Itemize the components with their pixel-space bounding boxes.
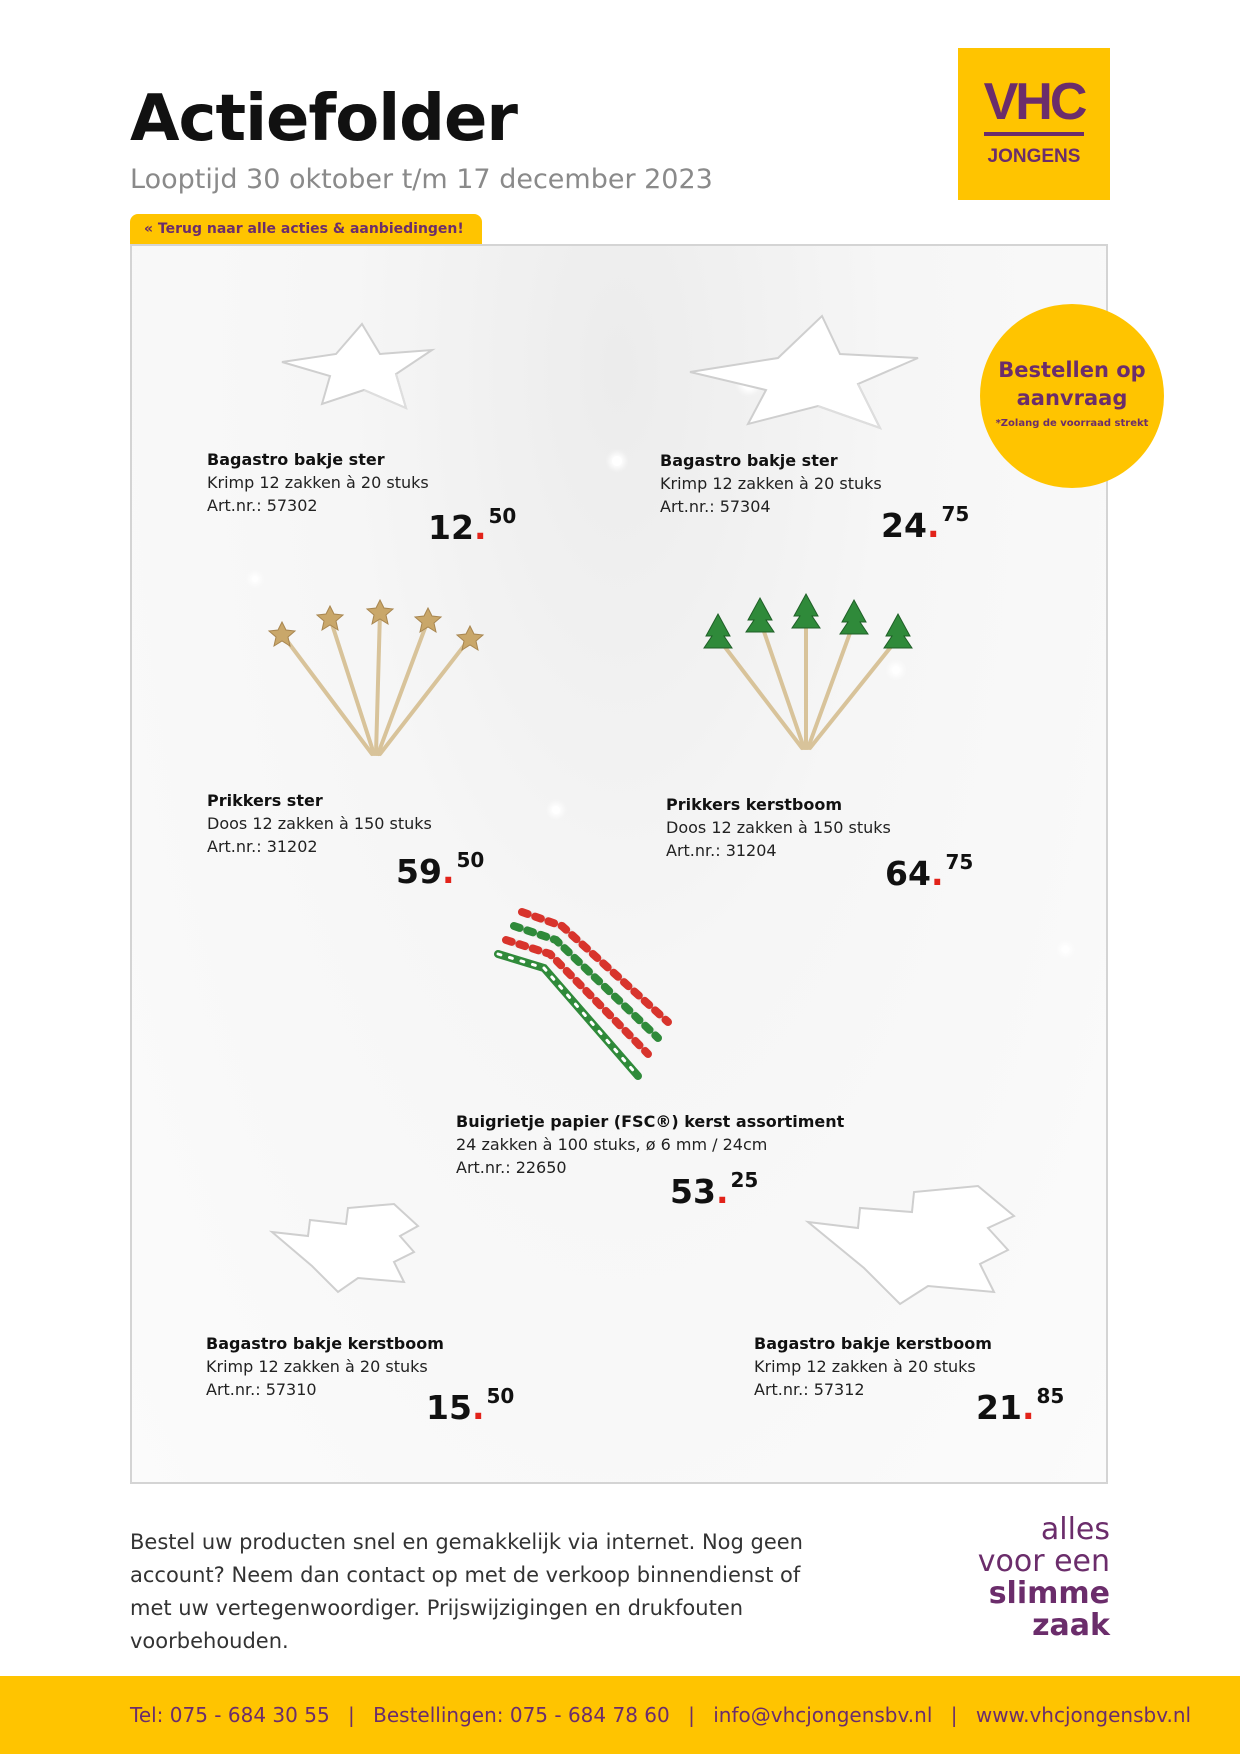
sparkle-decoration	[552, 806, 560, 814]
product-pack: Krimp 12 zakken à 20 stuks	[754, 1357, 976, 1376]
star-bowl-image	[682, 306, 932, 436]
star-bowl-image	[272, 316, 442, 416]
product-price	[885, 850, 974, 893]
price-cents: 50	[456, 848, 485, 872]
product-pack: Krimp 12 zakken à 20 stuks	[206, 1357, 428, 1376]
back-to-offers-link[interactable]: « Terug naar alle acties & aanbiedingen!	[130, 214, 482, 244]
page-subtitle: Looptijd 30 oktober t/m 17 december 2023	[130, 164, 713, 195]
price-integer: 24	[881, 506, 927, 545]
product-art-nr: Art.nr.: 57310	[206, 1380, 317, 1399]
separator: |	[348, 1703, 355, 1727]
website-link[interactable]: www.vhcjongensbv.nl	[975, 1703, 1192, 1727]
sparkle-decoration	[252, 576, 258, 582]
product-pack: Krimp 12 zakken à 20 stuks	[660, 474, 882, 493]
product-pack: Krimp 12 zakken à 20 stuks	[207, 473, 429, 492]
logo-top-text: VHC	[983, 73, 1085, 131]
contact-bar	[0, 1676, 1240, 1754]
star-picks-image	[262, 604, 502, 764]
price-dot: .	[473, 508, 487, 547]
product-price	[670, 1168, 759, 1211]
product-name: Bagastro bakje kerstboom	[206, 1334, 444, 1353]
price-integer: 53	[670, 1172, 716, 1211]
slogan-line: slimme	[988, 1576, 1110, 1611]
product-pack: Doos 12 zakken à 150 stuks	[666, 818, 891, 837]
product-price	[976, 1384, 1065, 1427]
separator: |	[688, 1703, 695, 1727]
logo-divider	[984, 132, 1084, 136]
price-dot: .	[926, 506, 940, 545]
product-art-nr: Art.nr.: 31202	[207, 837, 318, 856]
product-name: Prikkers ster	[207, 791, 323, 810]
sparkle-decoration	[612, 456, 622, 466]
product-price	[428, 504, 517, 547]
price-integer: 59	[396, 852, 442, 891]
product-price	[881, 502, 970, 545]
price-integer: 12	[428, 508, 474, 547]
sparkle-decoration	[1062, 946, 1069, 953]
tree-bowl-image	[268, 1196, 438, 1296]
product-art-nr: Art.nr.: 22650	[456, 1158, 567, 1177]
product-name: Bagastro bakje ster	[660, 451, 838, 470]
badge-note: *Zolang de voorraad strekt	[995, 418, 1149, 429]
tree-picks-image	[692, 598, 932, 758]
price-cents: 75	[945, 850, 974, 874]
price-cents: 50	[488, 504, 517, 528]
bendy-straws-image	[492, 902, 712, 1102]
badge-main-text: Bestellen op aanvraag	[998, 358, 1146, 410]
price-dot: .	[715, 1172, 729, 1211]
email-link[interactable]: info@vhcjongensbv.nl	[713, 1703, 933, 1727]
price-cents: 85	[1036, 1384, 1065, 1408]
price-integer: 64	[885, 854, 931, 893]
product-pack: 24 zakken à 100 stuks, ø 6 mm / 24cm	[456, 1135, 768, 1154]
product-name: Buigrietje papier (FSC®) kerst assortiment	[456, 1112, 845, 1131]
price-integer: 15	[426, 1388, 472, 1427]
price-dot: .	[930, 854, 944, 893]
product-pack: Doos 12 zakken à 150 stuks	[207, 814, 432, 833]
product-name: Prikkers kerstboom	[666, 795, 843, 814]
product-art-nr: Art.nr.: 57304	[660, 497, 771, 516]
order-on-request-badge	[980, 304, 1164, 488]
tree-bowl-image	[802, 1176, 1042, 1306]
slogan-line: alles	[1040, 1512, 1110, 1547]
product-price	[396, 848, 485, 891]
slogan-line: zaak	[1032, 1608, 1110, 1643]
product-art-nr: Art.nr.: 31204	[666, 841, 777, 860]
price-cents: 25	[730, 1168, 759, 1192]
price-integer: 21	[976, 1388, 1022, 1427]
product-name: Bagastro bakje kerstboom	[754, 1334, 992, 1353]
orders-phone-number[interactable]: Bestellingen: 075 - 684 78 60	[373, 1703, 670, 1727]
product-art-nr: Art.nr.: 57312	[754, 1380, 865, 1399]
product-art-nr: Art.nr.: 57302	[207, 496, 318, 515]
product-price	[426, 1384, 515, 1427]
price-cents: 50	[486, 1384, 515, 1408]
separator: |	[950, 1703, 958, 1727]
phone-number[interactable]: Tel: 075 - 684 30 55	[130, 1703, 330, 1727]
slogan-line: voor een	[977, 1544, 1110, 1579]
slogan	[978, 1514, 1110, 1642]
price-dot: .	[441, 852, 455, 891]
page-title: Actiefolder	[130, 82, 517, 156]
logo-bottom-text: JONGENS	[987, 146, 1081, 167]
price-dot: .	[1021, 1388, 1035, 1427]
vhc-jongens-logo	[958, 48, 1110, 200]
price-cents: 75	[941, 502, 970, 526]
footer-disclaimer: Bestel uw producten snel en gemakkelijk via internet. Nog geen account? Neem dan contact op met de verkoop binnendienst of met uw vertegenwoordiger. Prijswijzigingen en drukfouten voorbehouden.	[130, 1530, 803, 1653]
price-dot: .	[471, 1388, 485, 1427]
product-name: Bagastro bakje ster	[207, 450, 385, 469]
product-panel	[130, 244, 1149, 1484]
